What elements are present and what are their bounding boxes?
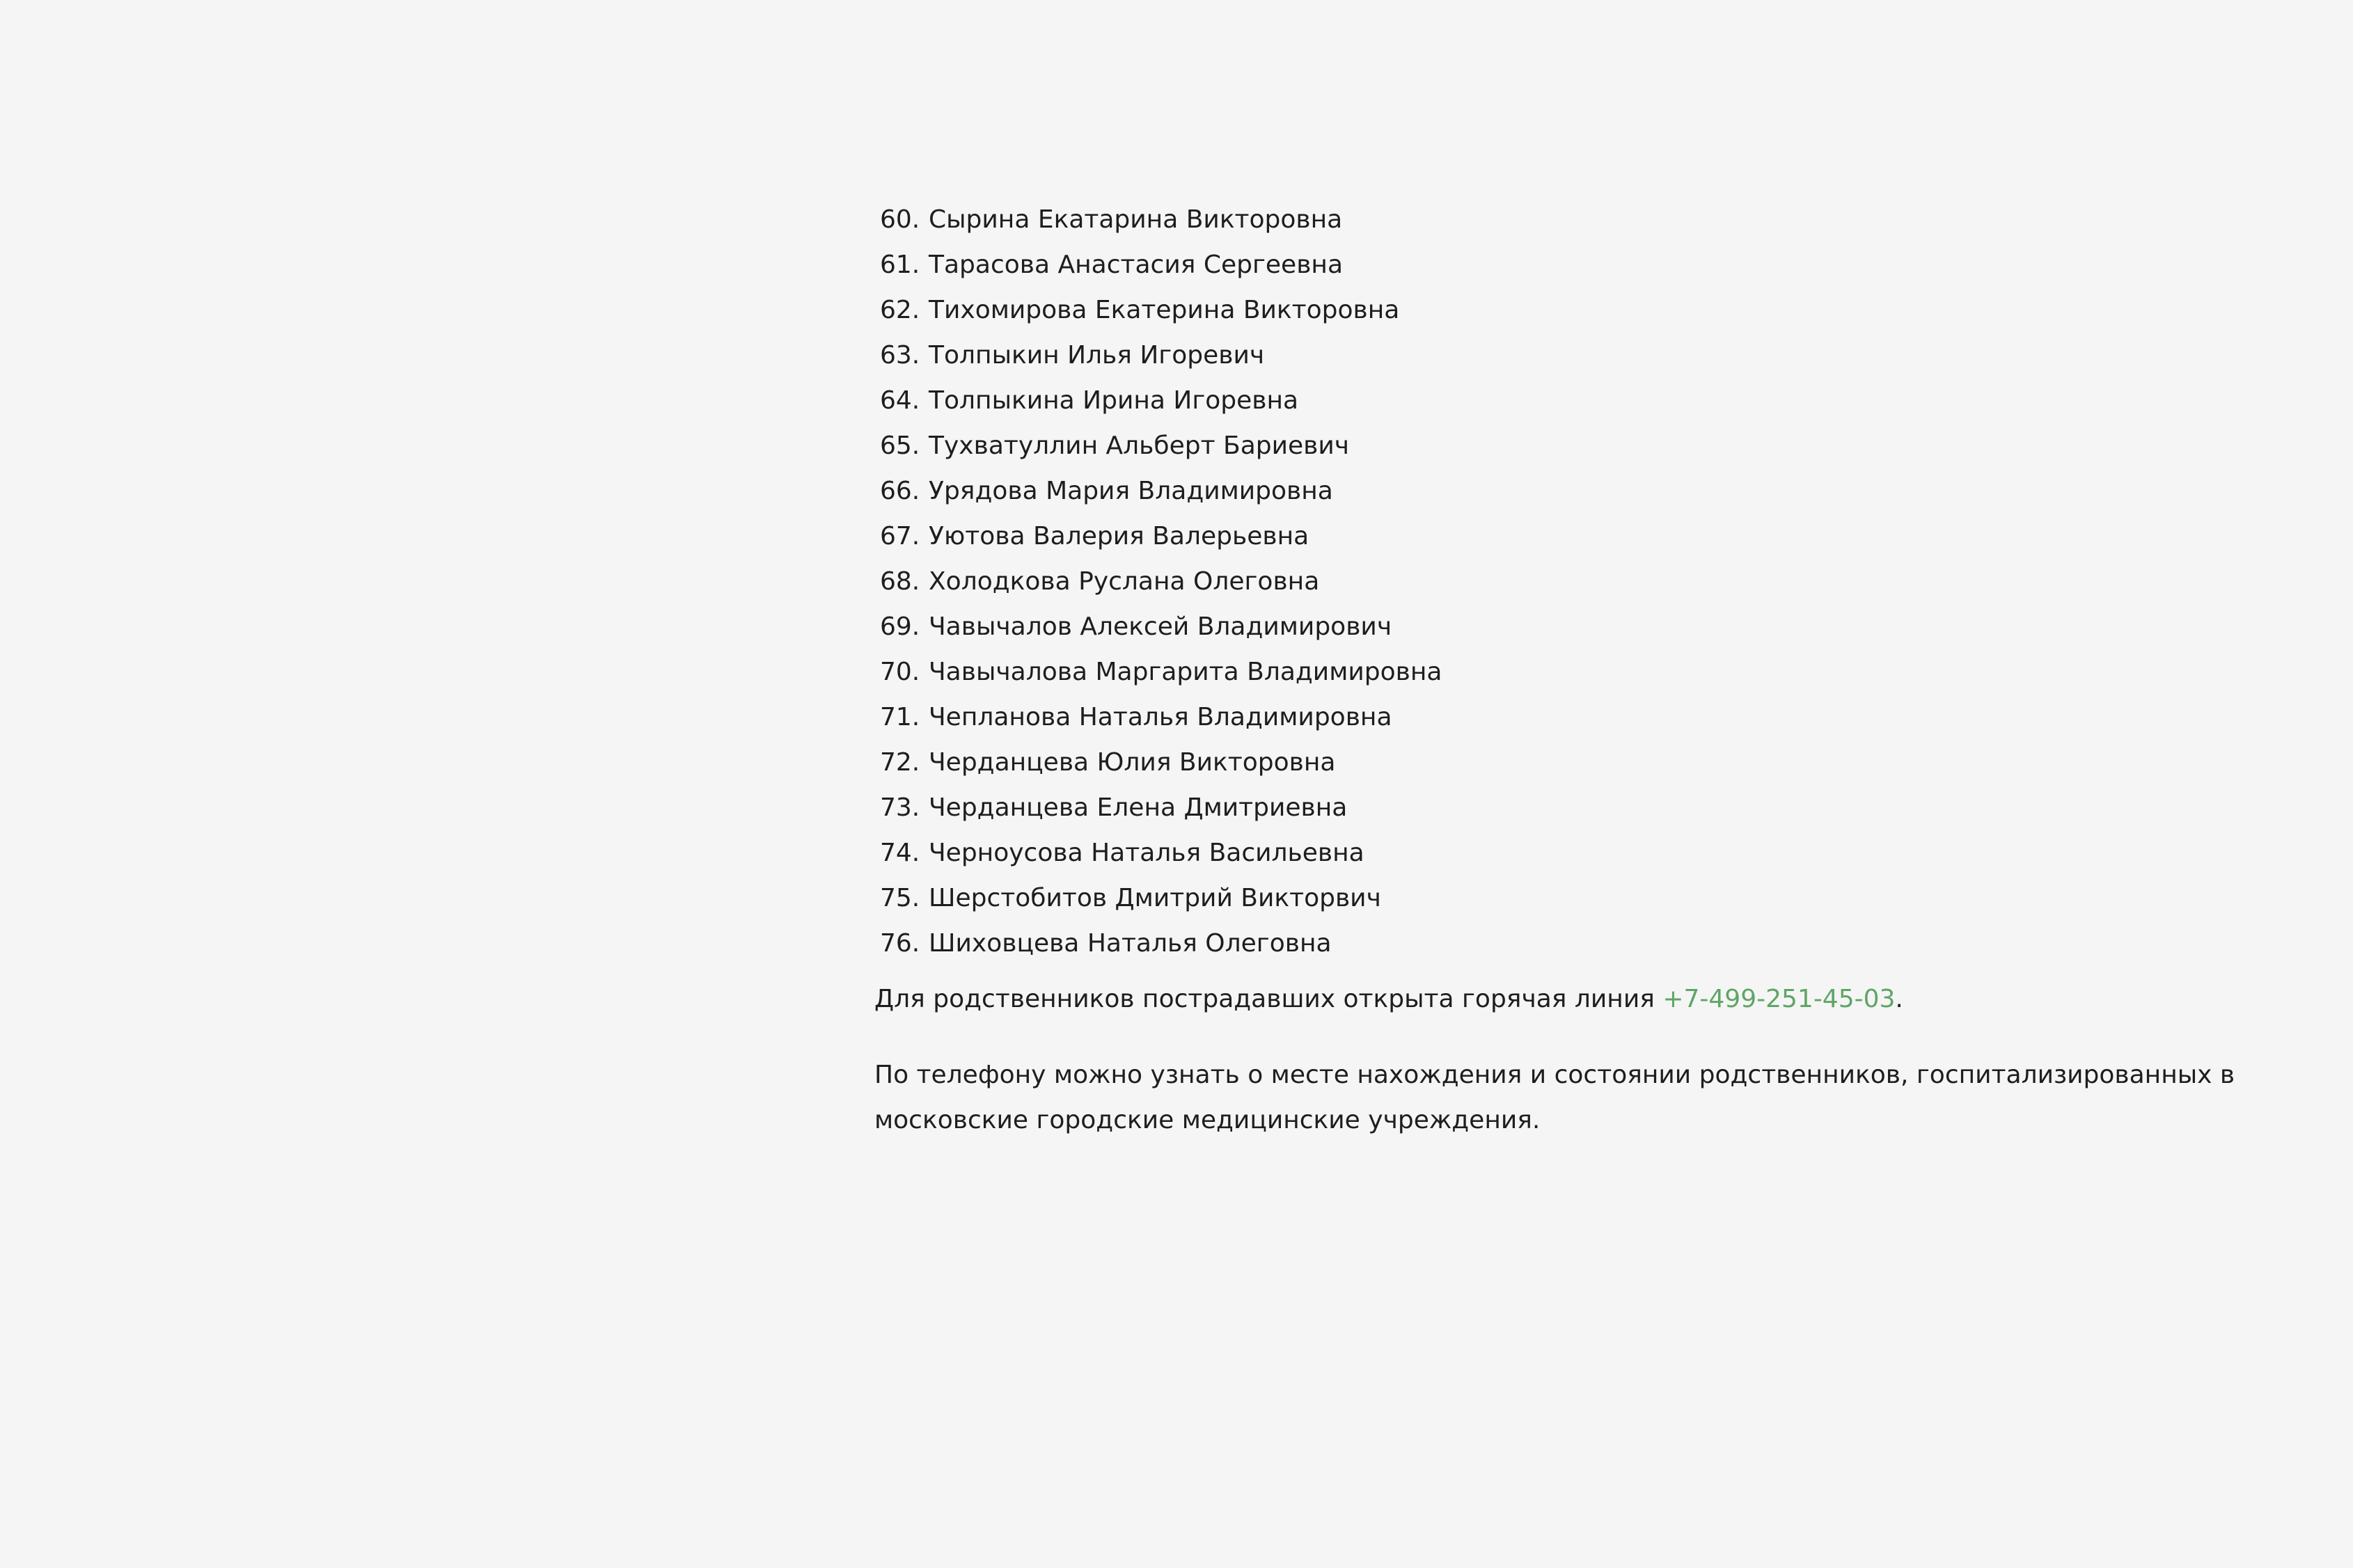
list-item — [880, 740, 2322, 785]
list-item-name: Шерстобитов Дмитрий Викторвич — [929, 884, 1381, 912]
list-item — [880, 830, 2322, 876]
list-item-name: Тарасова Анастасия Сергеевна — [929, 251, 1344, 279]
list-item-name: Сырина Екатарина Викторовна — [929, 205, 1343, 234]
list-item — [880, 695, 2322, 740]
hotline-phone-link[interactable]: +7-499-251-45-03 — [1662, 985, 1896, 1013]
victims-list — [874, 197, 2322, 966]
list-item-name: Толпыкин Илья Игоревич — [929, 341, 1265, 370]
list-item — [880, 423, 2322, 468]
list-item — [880, 876, 2322, 921]
list-item-number: 69. — [880, 612, 920, 641]
info-paragraph-line2: московские городские медицинские учреждения. — [874, 1106, 1541, 1134]
list-item-number: 70. — [880, 658, 920, 686]
list-item-number: 71. — [880, 703, 920, 731]
list-item-name: Черданцева Юлия Викторовна — [929, 748, 1336, 777]
list-item-number: 61. — [880, 251, 920, 279]
list-item-name: Уютова Валерия Валерьевна — [929, 522, 1309, 551]
hotline-paragraph — [874, 976, 2322, 1022]
info-paragraph — [874, 1052, 2322, 1143]
list-item-number: 65. — [880, 431, 920, 460]
list-item-name: Холодкова Руслана Олеговна — [929, 567, 1320, 596]
list-item-name: Чепланова Наталья Владимировна — [929, 703, 1392, 731]
hotline-text-after: . — [1895, 985, 1903, 1013]
list-item-number: 68. — [880, 567, 920, 596]
list-item-number: 75. — [880, 884, 920, 912]
list-item-number: 64. — [880, 386, 920, 415]
list-item-number: 60. — [880, 205, 920, 234]
list-item-number: 74. — [880, 839, 920, 867]
list-item-number: 66. — [880, 477, 920, 505]
list-item — [880, 468, 2322, 514]
list-item — [880, 242, 2322, 287]
list-item-name: Шиховцева Наталья Олеговна — [929, 929, 1332, 958]
list-item-number: 76. — [880, 929, 920, 958]
list-item-number: 62. — [880, 296, 920, 324]
list-item — [880, 604, 2322, 649]
list-item — [880, 287, 2322, 333]
article-content — [874, 197, 2322, 1143]
list-item-name: Чавычалова Маргарита Владимировна — [929, 658, 1442, 686]
list-item-name: Урядова Мария Владимировна — [929, 477, 1333, 505]
list-item-name: Черданцева Елена Дмитриевна — [929, 793, 1348, 822]
list-item — [880, 333, 2322, 378]
list-item-name: Тухватуллин Альберт Бариевич — [929, 431, 1350, 460]
list-item-number: 67. — [880, 522, 920, 551]
list-item — [880, 921, 2322, 966]
info-paragraph-line1: По телефону можно узнать о месте нахождения и состоянии родственников, госпитализированных в — [874, 1061, 2235, 1089]
list-item-name: Черноусова Наталья Васильевна — [929, 839, 1364, 867]
list-item-name: Толпыкина Ирина Игоревна — [929, 386, 1299, 415]
list-item — [880, 649, 2322, 695]
list-item-number: 63. — [880, 341, 920, 370]
list-item — [880, 197, 2322, 242]
list-item-name: Чавычалов Алексей Владимирович — [929, 612, 1392, 641]
list-item — [880, 785, 2322, 830]
list-item — [880, 514, 2322, 559]
list-item — [880, 559, 2322, 604]
list-item-number: 73. — [880, 793, 920, 822]
hotline-text-before: Для родственников пострадавших открыта горячая линия — [874, 985, 1663, 1013]
list-item — [880, 378, 2322, 423]
list-item-name: Тихомирова Екатерина Викторовна — [929, 296, 1400, 324]
list-item-number: 72. — [880, 748, 920, 777]
